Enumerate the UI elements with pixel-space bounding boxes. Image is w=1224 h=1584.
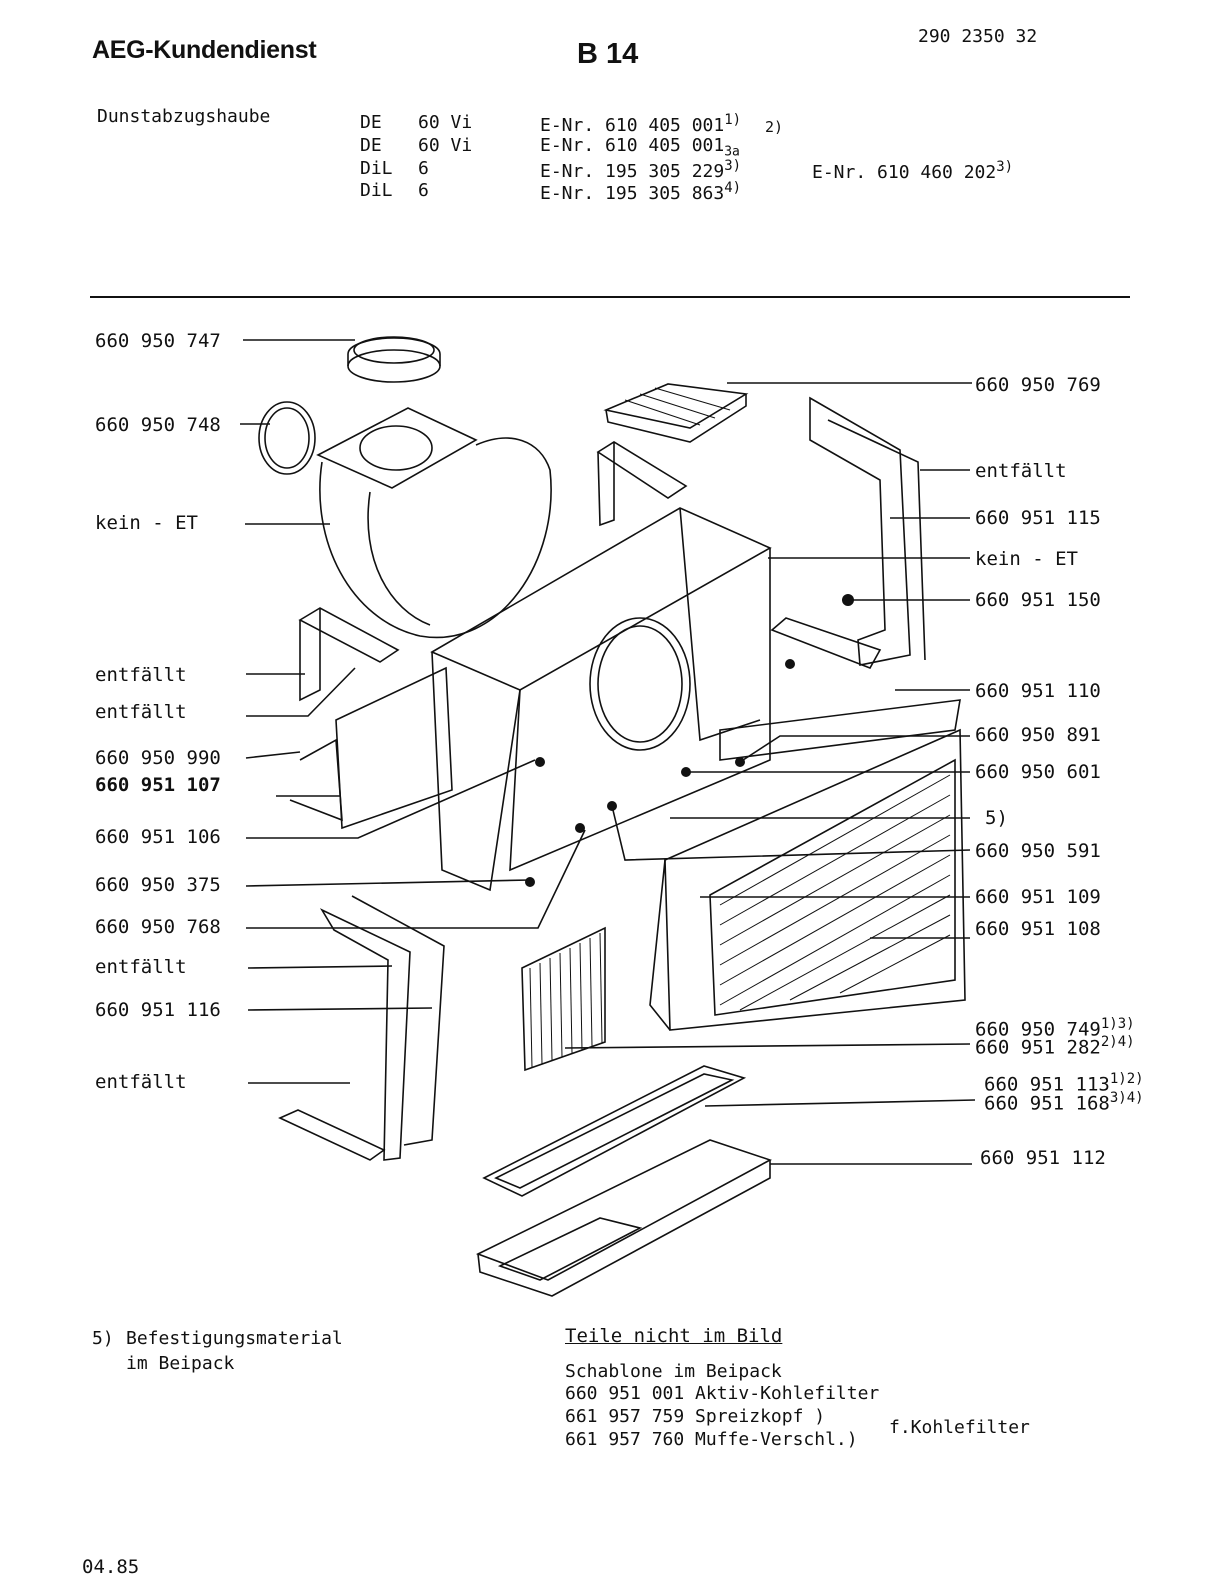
not-shown-item: Schablone im Beipack <box>565 1361 782 1382</box>
part-label: 660 951 108 <box>975 918 1101 940</box>
model-size-2: 60 Vi <box>418 135 473 156</box>
part-label: entfällt <box>95 956 187 978</box>
part-label: 660 951 115 <box>975 507 1101 529</box>
model-note-2: 2) <box>765 118 784 136</box>
part-label: 660 951 150 <box>975 589 1101 611</box>
part-label: kein - ET <box>95 512 198 534</box>
brand-title: AEG-Kundendienst <box>92 36 317 64</box>
part-label: 660 951 $282^{2)4)}$ <box>975 1034 1135 1059</box>
not-shown-item: 661 957 760 Muffe-Verschl.) <box>565 1429 858 1450</box>
part-label: 660 951 110 <box>975 680 1101 702</box>
model-enr-3: E-Nr. 195 305 229$^{3)}$ <box>540 158 742 182</box>
part-label: kein - ET <box>975 548 1078 570</box>
model-2: DE <box>360 135 382 156</box>
model-3: DiL <box>360 158 393 179</box>
part-label: 660 951 112 <box>980 1147 1106 1169</box>
model-4: DiL <box>360 180 393 201</box>
model-size-3: 6 <box>418 158 429 179</box>
not-shown-title: Teile nicht im Bild <box>565 1325 783 1347</box>
not-shown-item: 660 951 001 Aktiv-Kohlefilter <box>565 1383 880 1404</box>
product-name: Dunstabzugshaube <box>97 106 271 127</box>
part-label: 660 950 891 <box>975 724 1101 746</box>
not-shown-item: 661 957 759 Spreizkopf ) <box>565 1406 826 1427</box>
part-label: entfällt <box>95 1071 187 1093</box>
part-label: entfällt <box>95 701 187 723</box>
footnote-text-line1: Befestigungsmaterial <box>126 1328 343 1349</box>
document-number: 290 2350 32 <box>918 26 1038 47</box>
extra-enr: E-Nr. 610 460 202$^{3)}$ <box>812 159 1014 183</box>
part-label: 660 951 116 <box>95 999 221 1021</box>
model-size-1: 60 Vi <box>418 112 473 133</box>
part-label: 660 950 591 <box>975 840 1101 862</box>
part-label: 5) <box>985 807 1008 829</box>
model-enr-1: E-Nr. 610 405 001$^{1)}$ <box>540 112 742 136</box>
part-label: 660 951 $113^{1)2)}$ <box>984 1071 1144 1096</box>
part-label: 660 951 107 <box>95 774 221 796</box>
part-label: entfällt <box>95 664 187 686</box>
not-shown-bracket-note: f.Kohlefilter <box>889 1417 1030 1438</box>
footnote-text-line2: im Beipack <box>126 1353 235 1374</box>
model-1: DE <box>360 112 382 133</box>
part-label: 660 951 106 <box>95 826 221 848</box>
model-enr-2: E-Nr. 610 405 $001_{3a}$ <box>540 135 740 160</box>
part-label: entfällt <box>975 460 1067 482</box>
footnote-marker: 5) <box>92 1328 114 1349</box>
part-label: 660 950 748 <box>95 414 221 436</box>
part-label: 660 950 $749^{1)3)}$ <box>975 1016 1135 1041</box>
part-label: 660 950 768 <box>95 916 221 938</box>
model-enr-4: E-Nr. 195 305 863$^{4)}$ <box>540 180 742 204</box>
issue-date: 04.85 <box>82 1556 140 1578</box>
part-label: 660 950 769 <box>975 374 1101 396</box>
model-size-4: 6 <box>418 180 429 201</box>
part-label: 660 950 990 <box>95 747 221 769</box>
part-label: 660 950 601 <box>975 761 1101 783</box>
part-label: 660 951 $168^{3)4)}$ <box>984 1090 1144 1115</box>
part-label: 660 951 109 <box>975 886 1101 908</box>
part-label: 660 950 747 <box>95 330 221 352</box>
sheet-id: B 14 <box>577 38 639 70</box>
part-label: 660 950 375 <box>95 874 221 896</box>
